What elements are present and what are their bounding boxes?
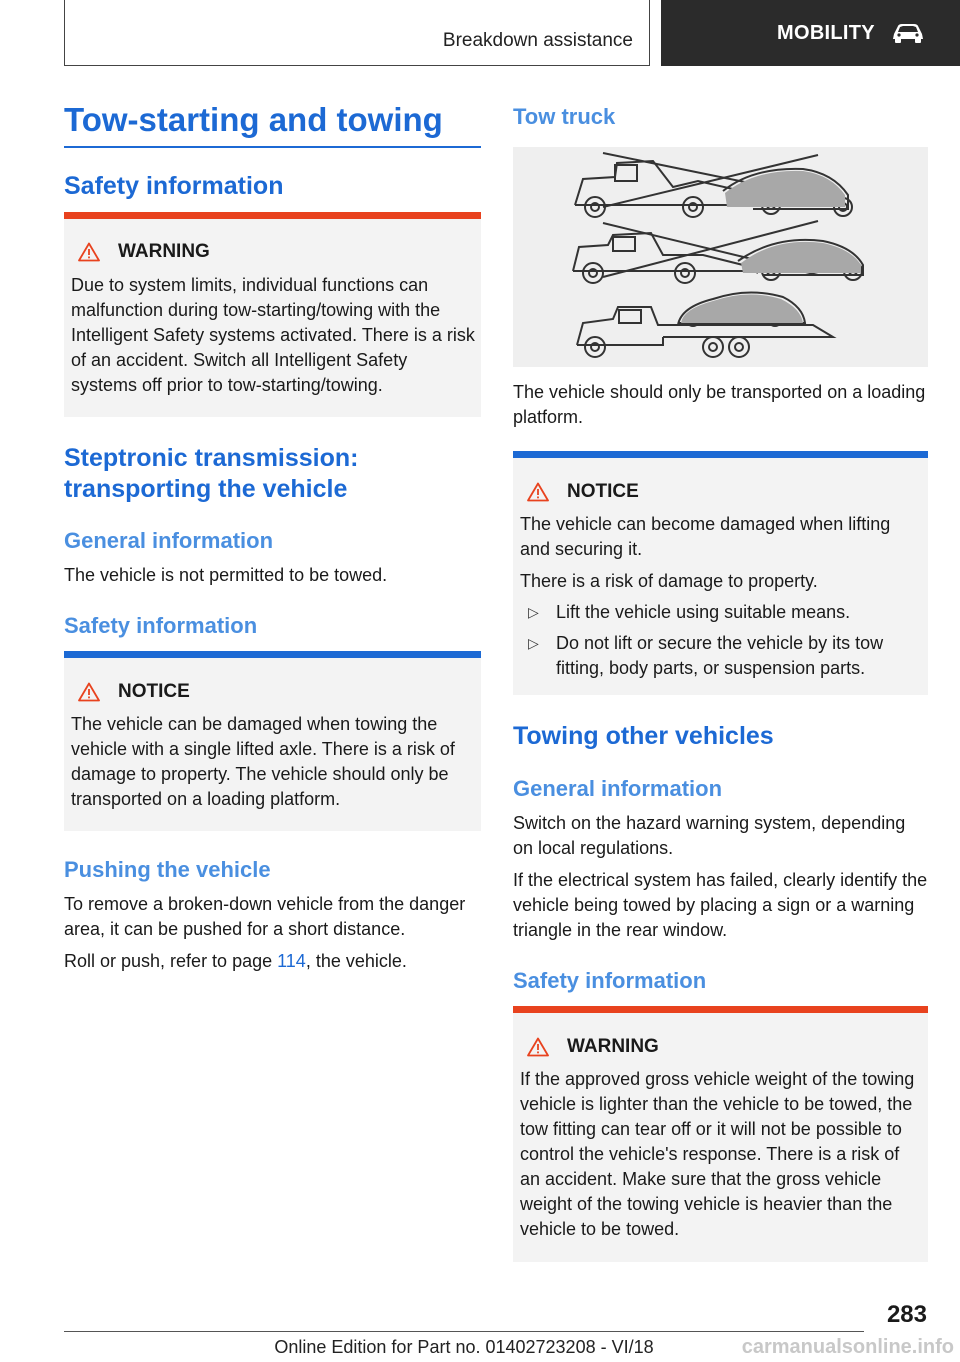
notice-bar [64,651,481,658]
warning-box-2 [513,1006,928,1262]
header-section-box [64,0,650,66]
general-info-text-2: Switch on the hazard warning system, depending on local regulations. [513,813,906,858]
safety-info-heading-2: Safety information [513,968,707,993]
tow-truck-caption: The vehicle should only be transported on a loading platform. [513,382,926,427]
warning-bar-2 [513,1006,928,1013]
roll-reference-text: Roll or push, refer to page 114, the vehicle. [64,951,407,971]
notice-triangle-icon [78,682,100,702]
notice-box-2 [513,451,928,695]
general-info-heading-2: General information [513,776,723,801]
warning-text-2: If the approved gross vehicle weight of the towing vehicle is lighter than the vehicle to be towed, the tow fitting can tear off or it will not be possible to control the vehicle's response. There is a risk of an accident. Make sure that the gross vehicle weight of the towing vehicle is heavier than the vehicle to be towed. [520,1069,915,1239]
tow-truck-heading: Tow truck [513,104,616,129]
general-info-heading: General information [64,528,274,553]
general-info-text: The vehicle is not permitted to be towed. [64,565,388,585]
notice-title-2 [527,481,639,503]
notice-triangle-icon-2 [527,482,549,502]
warning-label-2: WARNING [567,1036,659,1057]
warning-text: Due to system limits, individual functions can malfunction during tow-starting/towing with the Intelligent Safety systems activated. There is a risk of an accident. Switch all Intelligent Safety systems off prior to tow-starting/towing. [71,275,475,395]
notice-text-block [520,512,922,681]
safety-info-subheading: Safety information [64,613,258,638]
footer-edition: Online Edition for Part no. 01402723208 - VI/18 [274,1337,654,1357]
tow-truck-drawing [513,147,928,367]
watermark: carmanualsonline.info [741,1336,954,1358]
page-title: Tow-starting and towing [64,101,443,138]
warning-triangle-icon [78,242,100,262]
title-rule [64,146,481,148]
pushing-heading: Pushing the vehicle [64,857,271,882]
notice-box [64,651,481,831]
warning-box [64,212,481,417]
notice-text-1: The vehicle can become damaged when lifting and securing it. [520,514,891,559]
notice-text: The vehicle can be damaged when towing the vehicle with a single lifted axle. There is a risk of damage to property. The vehicle should only be transported on a loading platform. [71,714,455,809]
warning-label: WARNING [118,241,210,262]
safety-info-heading: Safety information [64,172,284,200]
notice-text-2: There is a risk of damage to property. [520,571,818,591]
car-icon [891,22,925,44]
tow-truck-illustration [513,147,928,367]
list-item: ▷ Lift the vehicle using suitable means. [520,600,922,625]
pushing-text: To remove a broken-down vehicle from the danger area, it can be pushed for a short distance. [64,894,466,939]
warning-title-2 [527,1036,659,1058]
page-reference-link[interactable]: 114 [277,951,306,971]
header-chapter-title: MOBILITY [777,21,875,44]
header-section-title: Breakdown assistance [442,30,633,51]
steptronic-heading: Steptronic transmission: transporting the vehicle [64,444,359,503]
notice-bar-2 [513,451,928,458]
notice-label-2: NOTICE [567,481,639,502]
bullet-triangle-icon: ▷ [528,604,539,620]
page-number: 283 [886,1301,927,1328]
list-item: ▷ Do not lift or secure the vehicle by its tow fitting, body parts, or suspension parts. [520,631,922,681]
notice-label: NOTICE [118,681,190,702]
warning-bar [64,212,481,219]
notice-title [78,681,190,703]
footer-rule [64,1331,864,1332]
towing-other-heading: Towing other vehicles [513,722,774,750]
bullet-triangle-icon: ▷ [528,635,539,651]
warning-title [78,241,210,263]
general-info-text-3: If the electrical system has failed, clearly identify the vehicle being towed by placing a sign or a warning triangle in the rear window. [513,870,928,940]
header-chapter-tab [661,0,960,66]
warning-triangle-icon-2 [527,1037,549,1057]
